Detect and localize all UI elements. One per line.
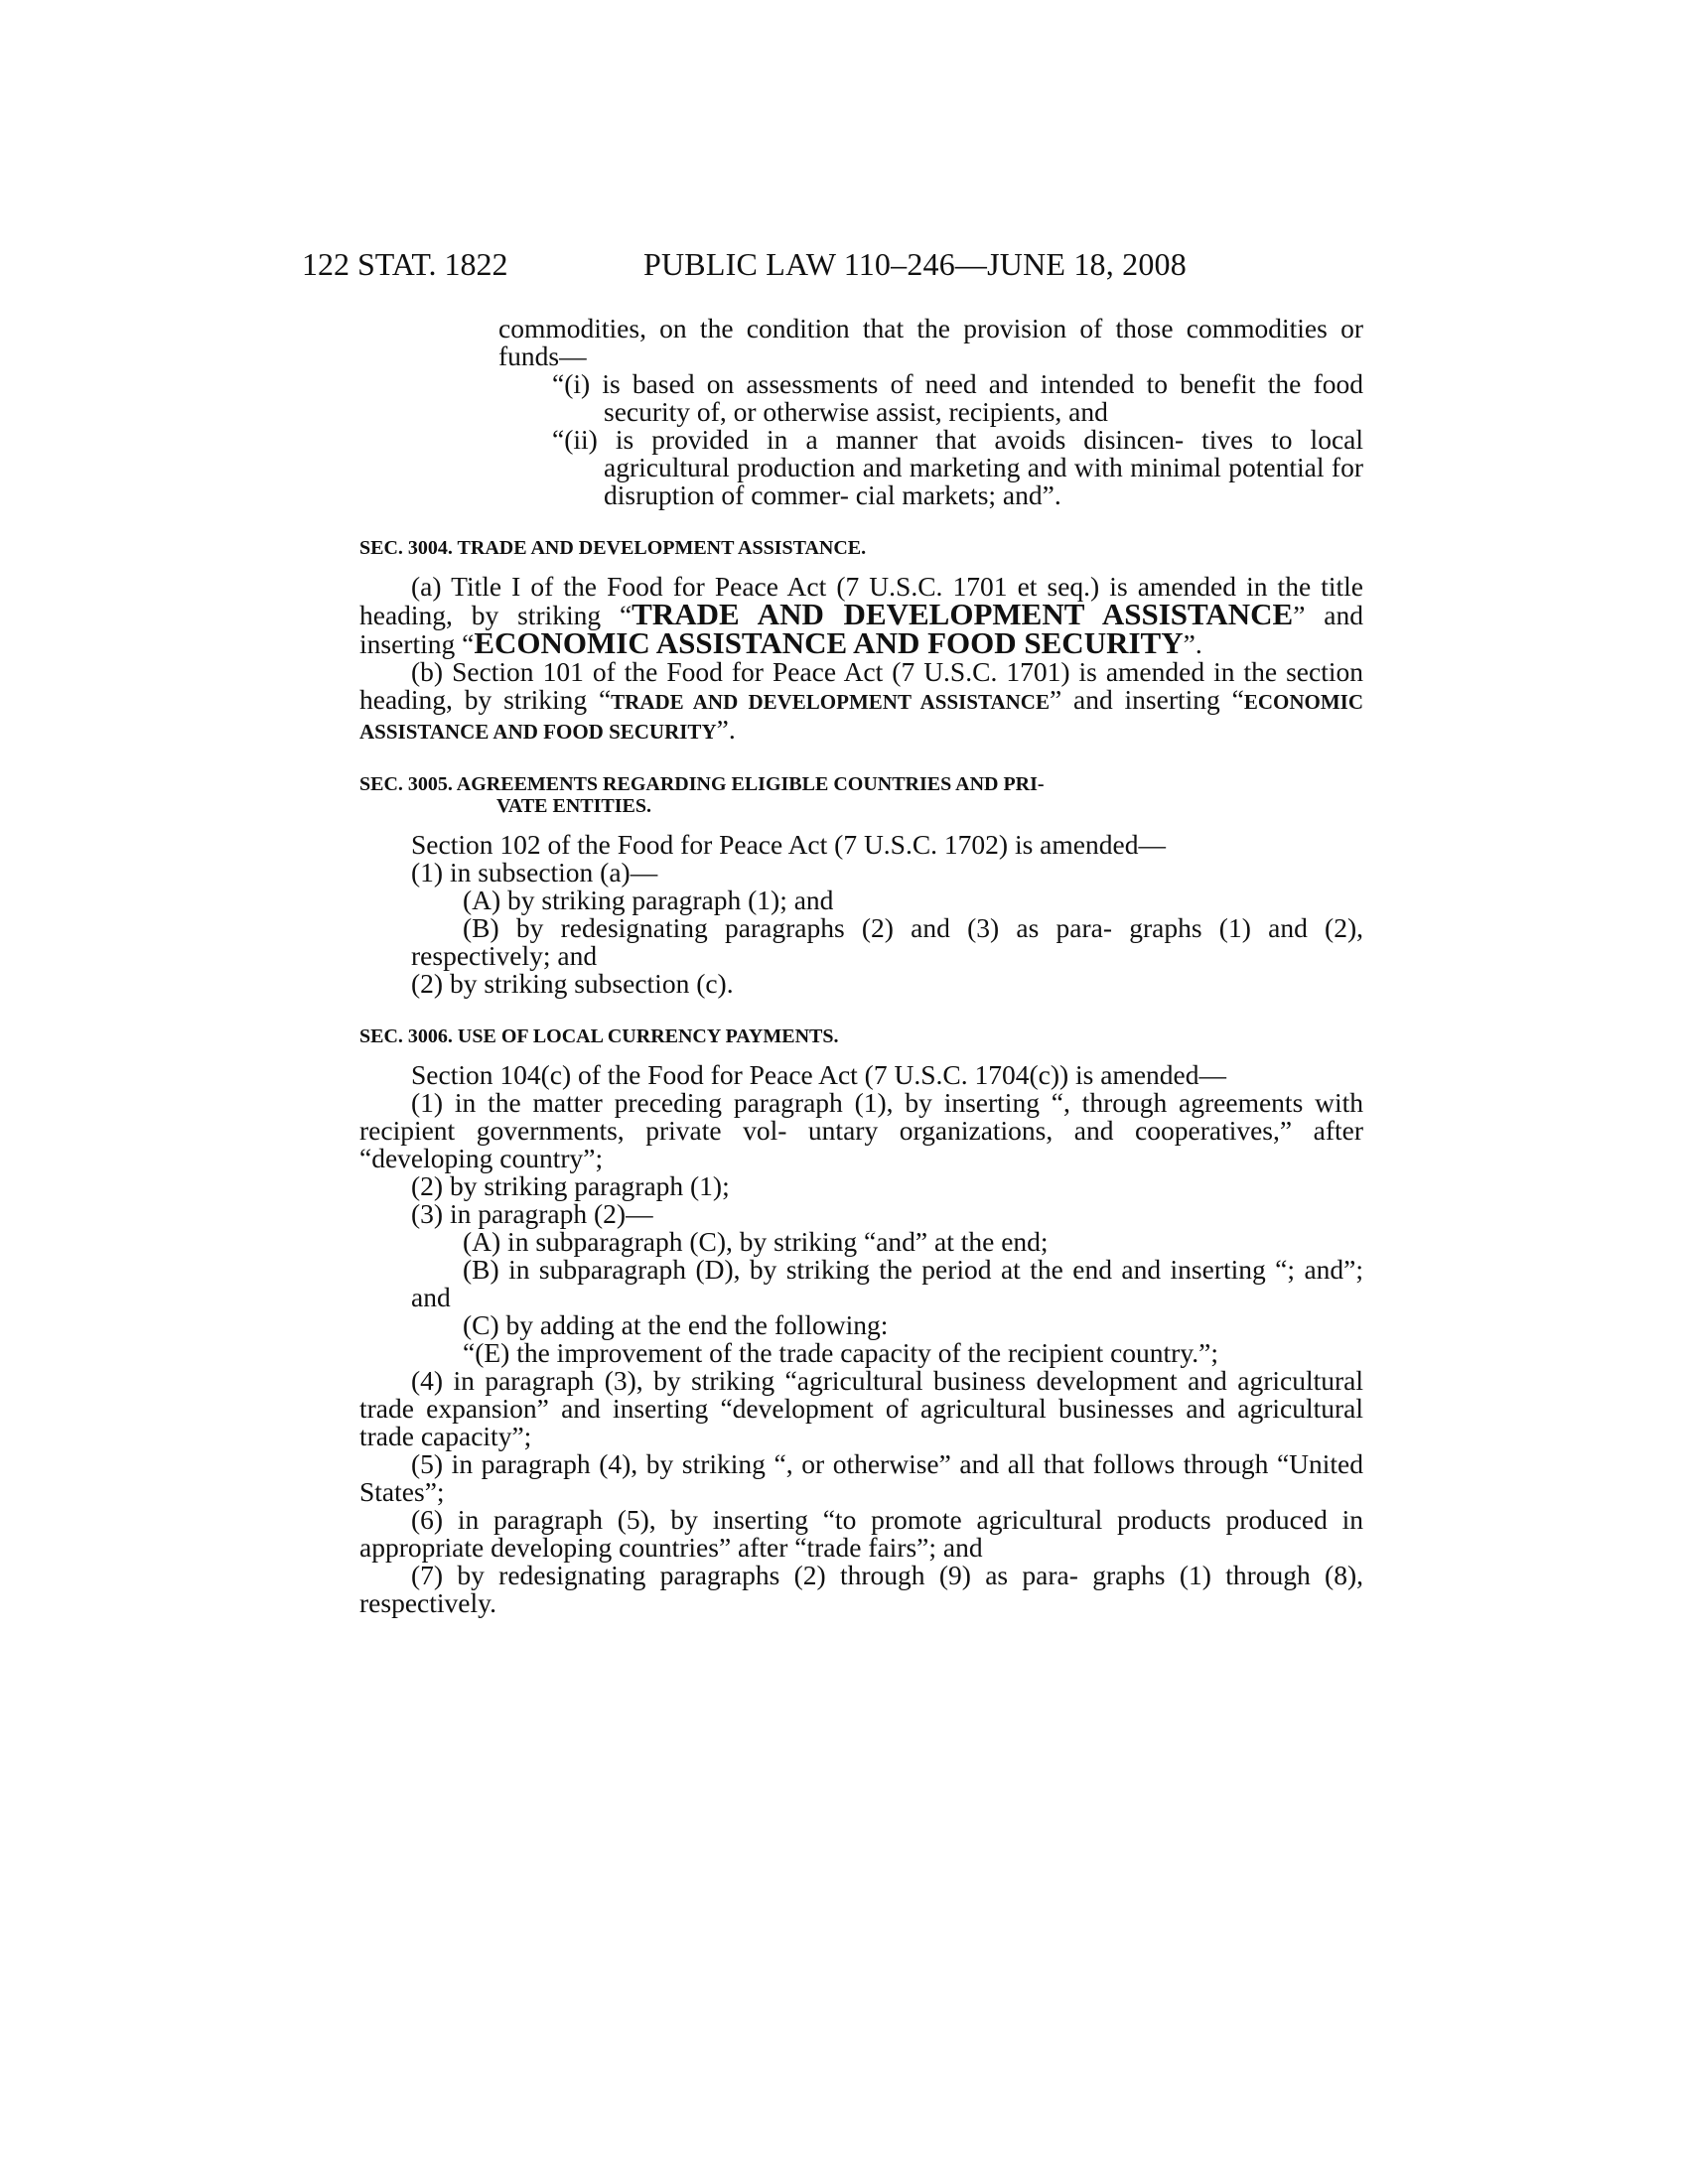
text-run: (a) Title I of the Food for Peace Act (7 U.S.C. 1701 et seq.) is amended in the title heading, by striking “ xyxy=(359,571,1363,630)
text-run: ”. xyxy=(716,714,736,745)
paragraph-2: (2) by striking paragraph (1); xyxy=(411,1170,730,1201)
inserted-heading-text: ECONOMIC ASSISTANCE AND FOOD SECURITY xyxy=(359,690,1363,744)
struck-heading-text: TRADE AND DEVELOPMENT ASSISTANCE xyxy=(632,597,1294,631)
document-body xyxy=(359,313,1363,1618)
paragraph-2: (2) by striking subsection (c). xyxy=(411,968,734,999)
inserted-subparagraph-E: “(E) the improvement of the trade capacity of the recipient country.”; xyxy=(463,1337,1219,1368)
section-3004-heading: SEC. 3004. TRADE AND DEVELOPMENT ASSISTANCE. xyxy=(359,537,867,559)
subparagraph-B: (B) in subparagraph (D), by striking the period at the end and inserting “; and”; and xyxy=(411,1254,1363,1312)
section-3004-subsection-b xyxy=(359,658,1363,746)
text-run: (b) Section 101 of the Food for Peace Act (7 U.S.C. 1701) is amended in the section heading, by striking “ xyxy=(359,656,1363,715)
paragraph-1: (1) in subsection (a)— xyxy=(411,857,658,887)
subparagraph-A: (A) in subparagraph (C), by striking “and” at the end; xyxy=(463,1226,1049,1257)
section-3006-heading: SEC. 3006. USE OF LOCAL CURRENCY PAYMENTS. xyxy=(359,1025,839,1047)
page-header xyxy=(0,246,1688,286)
inserted-heading-text: ECONOMIC ASSISTANCE AND FOOD SECURITY xyxy=(474,625,1184,660)
continued-paragraph: commodities, on the condition that the provision of those commodities or funds— xyxy=(498,313,1363,371)
heading-line: VATE ENTITIES. xyxy=(496,795,651,817)
public-law-title: PUBLIC LAW 110–246—JUNE 18, 2008 xyxy=(643,246,1187,282)
paragraph-7: (7) by redesignating paragraphs (2) through (9) as para- graphs (1) through (8), respectively. xyxy=(359,1560,1363,1618)
statute-page-number: 122 STAT. 1822 xyxy=(302,246,508,282)
clause-ii: “(ii) is provided in a manner that avoids disincen- tives to local agricultural production and marketing and with minimal potential for disruption of commer- cial markets; and”. xyxy=(552,424,1363,510)
clause-i: “(i) is based on assessments of need and intended to benefit the food security of, or otherwise assist, recipients, and xyxy=(552,368,1363,427)
subparagraph-C: (C) by adding at the end the following: xyxy=(463,1309,889,1340)
struck-heading-text: TRADE AND DEVELOPMENT ASSISTANCE xyxy=(611,690,1050,714)
section-3006-intro: Section 104(c) of the Food for Peace Act (7 U.S.C. 1704(c)) is amended— xyxy=(411,1059,1226,1090)
section-3005-heading xyxy=(359,773,1363,817)
paragraph-6: (6) in paragraph (5), by inserting “to promote agricultural products produced in appropriate developing countries” after “trade fairs”; and xyxy=(359,1504,1363,1563)
section-3005-intro: Section 102 of the Food for Peace Act (7 U.S.C. 1702) is amended— xyxy=(411,829,1166,860)
subparagraph-A: (A) by striking paragraph (1); and xyxy=(463,885,834,915)
paragraph-1: (1) in the matter preceding paragraph (1), by inserting “, through agreements with recipient governments, private vol- untary organizations, and cooperatives,” after “developing country”; xyxy=(359,1087,1363,1173)
paragraph-3: (3) in paragraph (2)— xyxy=(411,1198,653,1229)
section-3004-subsection-a xyxy=(359,573,1363,658)
text-run: ”. xyxy=(1183,628,1202,659)
text-run: ” and inserting “ xyxy=(359,600,1363,659)
text-run: ” and inserting “ xyxy=(1049,684,1244,715)
heading-line: SEC. 3005. AGREEMENTS REGARDING ELIGIBLE COUNTRIES AND PRI- xyxy=(359,773,1045,795)
paragraph-5: (5) in paragraph (4), by striking “, or otherwise” and all that follows through “United States”; xyxy=(359,1448,1363,1507)
subparagraph-B: (B) by redesignating paragraphs (2) and (3) as para- graphs (1) and (2), respectively; and xyxy=(411,912,1363,971)
paragraph-4: (4) in paragraph (3), by striking “agricultural business development and agricultural trade expansion” and inserting “development of agricultural businesses and agricultural trade capacity”; xyxy=(359,1365,1363,1451)
